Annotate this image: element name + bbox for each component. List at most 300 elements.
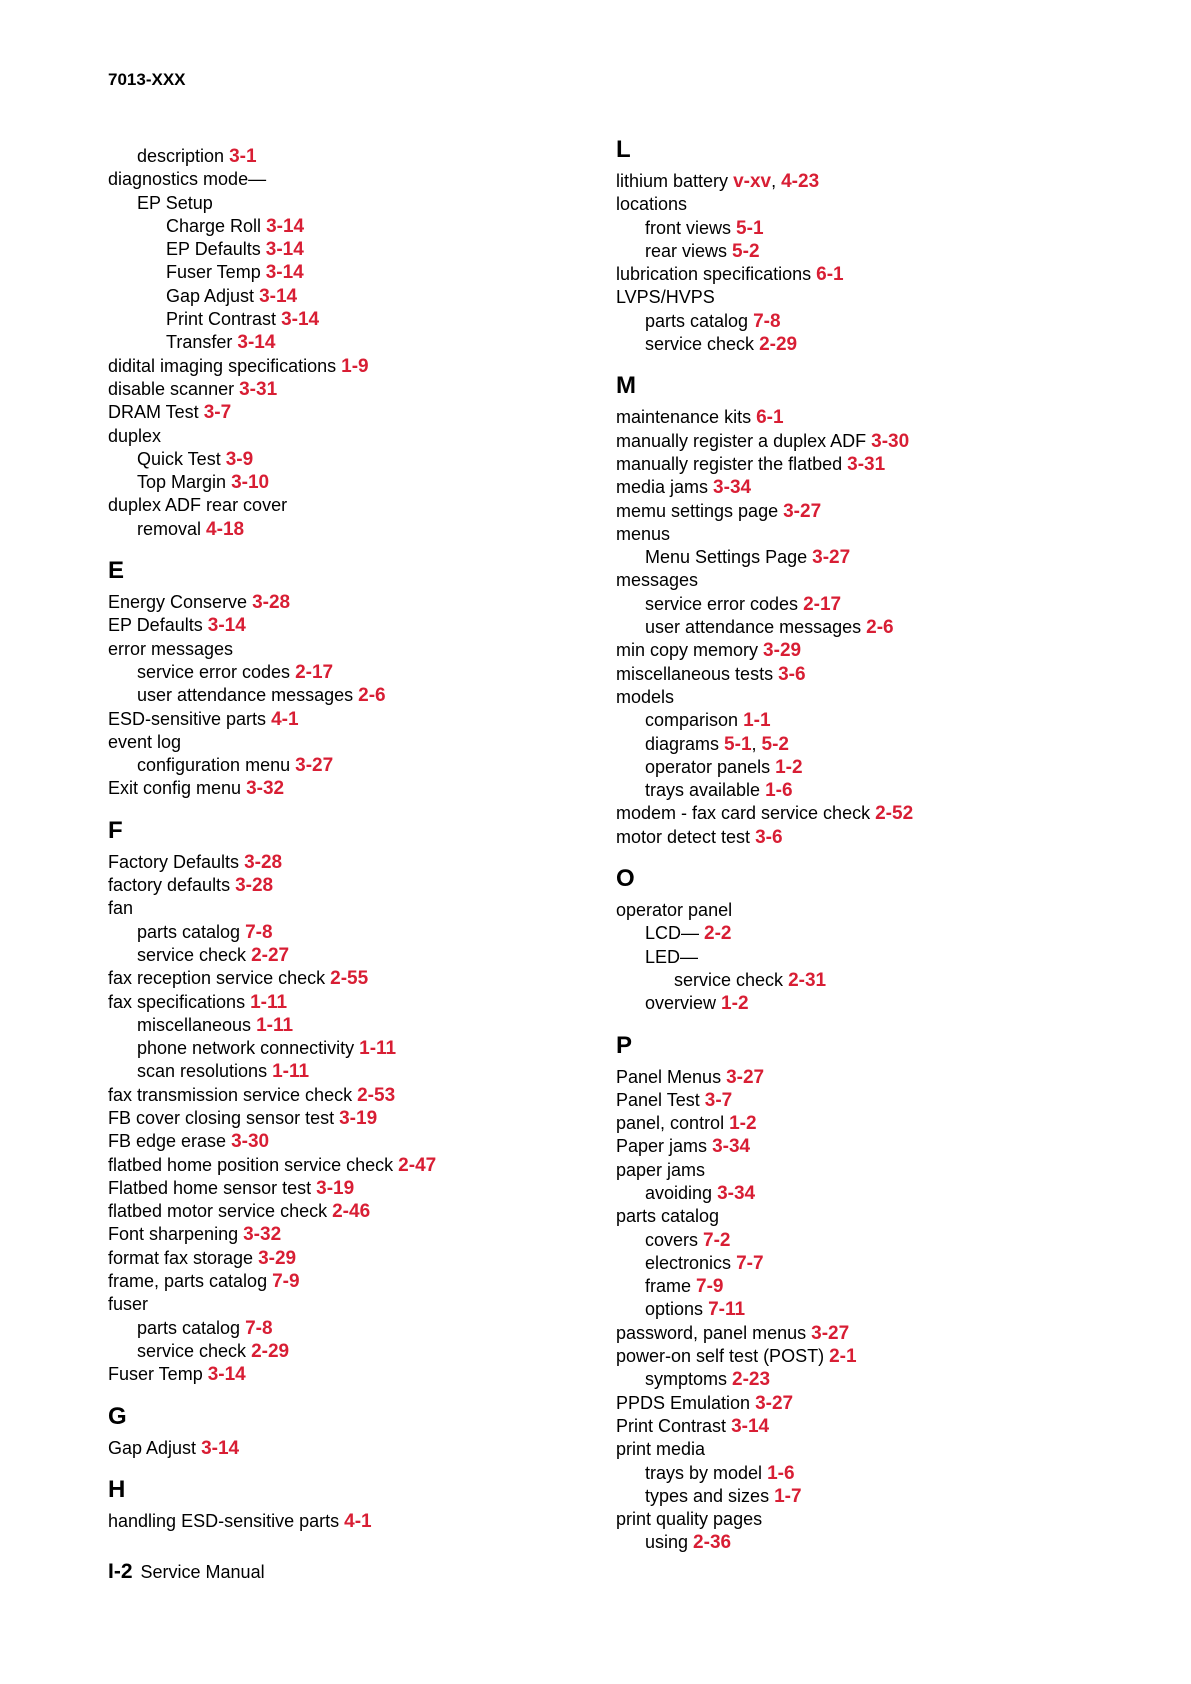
index-entry — [108, 614, 628, 637]
index-entry — [108, 215, 628, 238]
index-term: configuration menu — [137, 755, 291, 776]
page-reference-link[interactable]: 3-14 — [201, 1437, 240, 1459]
index-term: print quality pages — [616, 1509, 763, 1530]
index-entry — [616, 1368, 1136, 1391]
index-term: password, panel menus — [616, 1322, 807, 1343]
page-reference-link[interactable]: 3-29 — [258, 1247, 297, 1269]
page-reference-link[interactable]: 3-27 — [811, 1322, 850, 1344]
page-reference-link[interactable]: 3-27 — [783, 500, 822, 522]
index-term: overview — [645, 993, 717, 1014]
index-entry — [108, 1154, 628, 1177]
index-entry — [616, 569, 1136, 592]
page-reference-link[interactable]: v-xv — [733, 171, 772, 192]
index-entry — [616, 946, 1136, 969]
index-entry — [616, 969, 1136, 992]
index-entry — [108, 1437, 628, 1460]
page-reference-link[interactable]: 2-17 — [295, 661, 334, 683]
index-term: fax transmission service check — [108, 1084, 353, 1105]
index-term: service check — [137, 944, 247, 965]
index-entry — [108, 1317, 628, 1340]
page-reference-link[interactable]: 7-9 — [696, 1276, 724, 1298]
page-reference-link[interactable]: 3-31 — [239, 378, 278, 400]
index-entry — [616, 430, 1136, 453]
index-entry — [108, 1084, 628, 1107]
index-entry — [108, 1247, 628, 1270]
index-term: operator panels — [645, 756, 771, 777]
page-reference-link[interactable]: 3-6 — [755, 826, 783, 848]
index-term: user attendance messages — [645, 617, 862, 638]
index-entry — [108, 1223, 628, 1246]
page-reference-link[interactable]: 2-27 — [251, 944, 290, 966]
page-reference-link[interactable]: 1-6 — [767, 1462, 795, 1484]
index-entry — [616, 406, 1136, 429]
index-entry — [616, 1066, 1136, 1089]
index-term: Energy Conserve — [108, 592, 248, 613]
index-term: service check — [645, 334, 755, 355]
section-letter: G — [108, 1402, 127, 1430]
page-reference-link[interactable]: 1-2 — [729, 1113, 757, 1135]
index-entry — [616, 1275, 1136, 1298]
page-reference-link[interactable]: 4-18 — [206, 518, 245, 540]
index-term: messages — [616, 570, 699, 591]
page-reference-link[interactable]: 3-7 — [704, 1089, 733, 1111]
index-term: Paper jams — [616, 1136, 708, 1157]
page-reference-link[interactable]: 3-14 — [266, 215, 305, 237]
index-term: Fuser Temp — [166, 262, 261, 283]
index-entry — [108, 378, 628, 401]
index-entry — [616, 756, 1136, 779]
index-entry — [616, 1531, 1136, 1554]
index-term: LCD— — [645, 923, 700, 944]
page-reference-link[interactable]: 1-11 — [250, 991, 288, 1013]
index-term: disable scanner — [108, 378, 235, 399]
index-entry — [108, 684, 628, 707]
index-entry — [108, 308, 628, 331]
index-entry — [108, 991, 628, 1014]
index-term: factory defaults — [108, 875, 231, 896]
index-entry — [108, 638, 628, 661]
manual-title: Service Manual — [140, 1562, 265, 1582]
index-term: Print Contrast — [166, 309, 277, 330]
index-entry — [616, 523, 1136, 546]
page-reference-link[interactable]: 2-2 — [704, 923, 732, 945]
index-entry — [616, 333, 1136, 356]
index-entry — [616, 1322, 1136, 1345]
page-reference-link[interactable]: 3-28 — [252, 592, 291, 614]
index-term: menus — [616, 523, 671, 544]
index-entry — [616, 1089, 1136, 1112]
index-entry — [616, 1485, 1136, 1508]
page-reference-link[interactable]: 7-11 — [708, 1299, 746, 1321]
page-reference-link[interactable]: 2-52 — [875, 803, 914, 825]
index-entry — [108, 1130, 628, 1153]
index-entry — [616, 1182, 1136, 1205]
page-reference-link[interactable]: 2-17 — [803, 593, 842, 615]
index-term: parts catalog — [137, 1317, 241, 1338]
index-entry — [616, 686, 1136, 709]
page-reference-link[interactable]: 4-1 — [271, 708, 299, 730]
index-term: using — [645, 1532, 689, 1553]
index-term: lubrication specifications — [616, 264, 812, 285]
index-term: Panel Test — [616, 1089, 700, 1110]
index-entry — [616, 500, 1136, 523]
index-term: comparison — [645, 710, 739, 731]
index-term: user attendance messages — [137, 685, 354, 706]
index-term: handling ESD-sensitive parts — [108, 1510, 340, 1531]
index-term: manually register the flatbed — [616, 453, 843, 474]
index-term: memu settings page — [616, 500, 779, 521]
index-entry — [616, 453, 1136, 476]
index-entry — [108, 238, 628, 261]
index-term: covers — [645, 1229, 699, 1250]
index-term: Menu Settings Page — [645, 547, 808, 568]
index-term: fax specifications — [108, 991, 246, 1012]
page-reference-link[interactable]: 2-36 — [693, 1532, 732, 1554]
index-term: electronics — [645, 1252, 732, 1273]
page-reference-link[interactable]: 6-1 — [756, 407, 784, 429]
index-term: min copy memory — [616, 640, 759, 661]
index-term: EP Defaults — [108, 615, 203, 636]
index-term: trays available — [645, 780, 761, 801]
index-entry — [108, 425, 628, 448]
index-term: frame, parts catalog — [108, 1271, 268, 1292]
index-entry — [108, 661, 628, 684]
index-term: rear views — [645, 240, 728, 261]
index-entry — [616, 1112, 1136, 1135]
index-entry — [616, 1135, 1136, 1158]
page-reference-link[interactable]: 3-6 — [778, 663, 806, 685]
index-term: options — [645, 1299, 704, 1320]
page-reference-link[interactable]: 1-2 — [721, 993, 749, 1015]
index-entry — [616, 1345, 1136, 1368]
page-reference-link[interactable]: 3-31 — [847, 453, 886, 475]
page-reference-link[interactable]: 3-14 — [207, 615, 246, 637]
page-reference-link[interactable]: 3-34 — [712, 1136, 751, 1158]
index-entry — [616, 779, 1136, 802]
index-entry — [616, 217, 1136, 240]
page-reference-link[interactable]: 3-14 — [259, 285, 298, 307]
page-reference-link[interactable]: 7-2 — [703, 1229, 731, 1251]
index-term: service error codes — [137, 661, 291, 682]
index-entry — [616, 1159, 1136, 1182]
index-term: media jams — [616, 477, 709, 498]
index-term: ESD-sensitive parts — [108, 708, 267, 729]
index-entry — [108, 1014, 628, 1037]
index-term: trays by model — [645, 1462, 763, 1483]
index-term: types and sizes — [645, 1485, 770, 1506]
page-reference-link[interactable]: 6-1 — [816, 264, 844, 286]
index-entry — [108, 518, 628, 541]
page-reference-link[interactable]: 3-9 — [225, 448, 254, 470]
index-term: Flatbed home sensor test — [108, 1177, 312, 1198]
page-reference-link[interactable]: 3-27 — [726, 1066, 765, 1088]
page-reference-link[interactable]: 3-19 — [339, 1107, 378, 1129]
index-term: Fuser Temp — [108, 1364, 203, 1385]
index-entry — [108, 355, 628, 378]
index-column-right — [616, 136, 1136, 1555]
index-term: EP Defaults — [166, 239, 261, 260]
page-reference-link[interactable]: 3-30 — [871, 430, 910, 452]
index-entry — [616, 709, 1136, 732]
page-reference-link[interactable]: 3-32 — [243, 1224, 282, 1246]
page-reference-link[interactable]: 2-53 — [357, 1084, 396, 1106]
index-term: print media — [616, 1439, 706, 1460]
page-reference-link[interactable]: 3-7 — [203, 402, 232, 424]
page-reference-link[interactable]: 3-14 — [265, 262, 304, 284]
section-letter: E — [108, 557, 125, 585]
index-entry — [616, 310, 1136, 333]
index-entry — [108, 494, 628, 517]
index-entry — [108, 145, 628, 168]
index-entry: diagrams 5-1, 5-2 — [645, 733, 789, 755]
index-term: locations — [616, 194, 688, 215]
index-entry — [108, 967, 628, 990]
index-term: description — [137, 146, 225, 166]
index-entry — [108, 1060, 628, 1083]
page-reference-link[interactable]: 1-11 — [256, 1014, 294, 1036]
index-term: fan — [108, 898, 134, 919]
index-term: miscellaneous — [137, 1014, 252, 1035]
index-entry — [616, 546, 1136, 569]
section-letter: F — [108, 816, 123, 844]
index-term: error messages — [108, 638, 234, 659]
index-entry — [108, 874, 628, 897]
page-reference-link[interactable]: 3-34 — [713, 477, 752, 499]
index-entry — [616, 240, 1136, 263]
page-reference-link[interactable]: 5-2 — [732, 240, 760, 262]
index-term: scan resolutions — [137, 1061, 268, 1082]
page-reference-link[interactable]: 3-27 — [295, 755, 334, 777]
index-entry — [108, 851, 628, 874]
index-term: Gap Adjust — [108, 1437, 197, 1458]
index-term: Panel Menus — [616, 1066, 722, 1087]
index-entry — [616, 1438, 1136, 1461]
index-entry — [108, 285, 628, 308]
index-term: EP Setup — [137, 192, 213, 213]
page-reference-link[interactable]: 1-6 — [765, 780, 793, 802]
section-letter: H — [108, 1475, 126, 1503]
index-entry — [108, 1177, 628, 1200]
page-reference-link[interactable]: 3-32 — [246, 778, 285, 800]
index-entry — [108, 168, 628, 191]
page-reference-link[interactable]: 3-34 — [717, 1182, 756, 1204]
index-column-left — [108, 145, 628, 1533]
index-term: parts catalog — [645, 310, 749, 331]
page-reference-link[interactable]: 2-6 — [866, 617, 894, 639]
index-entry — [616, 663, 1136, 686]
index-entry — [616, 1508, 1136, 1531]
index-entry — [108, 1363, 628, 1386]
index-term: manually register a duplex ADF — [616, 430, 867, 451]
page-footer — [108, 1560, 265, 1584]
index-entry — [108, 448, 628, 471]
index-entry — [616, 286, 1136, 309]
index-entry — [616, 1229, 1136, 1252]
index-term: diagnostics mode— — [108, 169, 267, 190]
page-reference-link[interactable]: 5-2 — [761, 733, 789, 755]
index-term: symptoms — [645, 1369, 728, 1390]
index-entry — [108, 897, 628, 920]
page-reference-link[interactable]: 4-23 — [781, 171, 820, 192]
page-reference-link[interactable]: 1-11 — [272, 1061, 310, 1083]
index-term: format fax storage — [108, 1247, 254, 1268]
index-entry — [616, 1252, 1136, 1275]
index-term: motor detect test — [616, 826, 751, 847]
index-term: Gap Adjust — [166, 285, 255, 306]
page-reference-link[interactable]: 3-1 — [229, 146, 257, 167]
index-term: Quick Test — [137, 448, 221, 469]
index-term: phone network connectivity — [137, 1038, 355, 1059]
index-term: front views — [645, 217, 732, 238]
page-reference-link[interactable]: 3-14 — [265, 239, 304, 261]
page-reference-link[interactable]: 4-1 — [344, 1510, 372, 1532]
page-reference-link[interactable]: 2-6 — [358, 685, 386, 707]
page-reference-link[interactable]: 3-28 — [244, 851, 283, 873]
index-term: removal — [137, 518, 202, 539]
index-entry — [616, 639, 1136, 662]
index-term: operator panel — [616, 900, 733, 921]
index-entry — [616, 1415, 1136, 1438]
index-entry — [108, 1510, 628, 1533]
index-term: duplex ADF rear cover — [108, 495, 288, 516]
index-term: models — [616, 686, 675, 707]
index-term: power-on self test (POST) — [616, 1346, 825, 1367]
page-reference-link[interactable]: 3-14 — [207, 1364, 246, 1386]
index-entry — [616, 1205, 1136, 1228]
index-term: miscellaneous tests — [616, 663, 774, 684]
page-reference-link[interactable]: 3-19 — [316, 1177, 355, 1199]
page-reference-link[interactable]: 3-14 — [731, 1415, 770, 1437]
index-entry — [108, 192, 628, 215]
page-reference-link[interactable]: 1-11 — [359, 1038, 397, 1060]
page-reference-link[interactable]: 2-47 — [398, 1154, 437, 1176]
index-term: paper jams — [616, 1159, 706, 1180]
index-term: FB edge erase — [108, 1131, 227, 1152]
index-entry — [616, 922, 1136, 945]
index-term: didital imaging specifications — [108, 355, 337, 376]
index-entry — [616, 1298, 1136, 1321]
index-entry — [616, 476, 1136, 499]
page-reference-link[interactable]: 3-27 — [812, 547, 851, 569]
page-reference-link[interactable]: 2-29 — [759, 334, 798, 356]
index-term: fax reception service check — [108, 968, 326, 989]
index-entry — [108, 731, 628, 754]
page-reference-link[interactable]: 3-30 — [231, 1131, 270, 1153]
index-term: Exit config menu — [108, 778, 242, 799]
index-entry — [108, 401, 628, 424]
index-term: parts catalog — [137, 921, 241, 942]
index-term: flatbed home position service check — [108, 1154, 394, 1175]
page-reference-link[interactable]: 1-2 — [775, 756, 803, 778]
index-term: FB cover closing sensor test — [108, 1107, 335, 1128]
index-entry — [108, 777, 628, 800]
index-term: parts catalog — [616, 1206, 720, 1227]
index-entry — [108, 754, 628, 777]
index-term: Transfer — [166, 332, 233, 353]
index-entry — [616, 1392, 1136, 1415]
index-entry — [108, 1293, 628, 1316]
index-entry — [108, 261, 628, 284]
page-reference-link[interactable]: 3-29 — [763, 640, 802, 662]
page-reference-link[interactable]: 2-31 — [788, 969, 827, 991]
page-header: 7013-XXX — [108, 70, 186, 89]
index-entry — [108, 1107, 628, 1130]
index-entry: lithium battery v-xv, 4-23 — [616, 171, 820, 192]
index-entry — [108, 331, 628, 354]
page-reference-link[interactable]: 3-14 — [281, 309, 320, 331]
index-entry — [616, 593, 1136, 616]
page-reference-link[interactable]: 2-23 — [732, 1369, 771, 1391]
index-term: frame — [645, 1276, 692, 1297]
page-reference-link[interactable]: 2-29 — [251, 1340, 290, 1362]
index-term: panel, control — [616, 1113, 725, 1134]
page-reference-link[interactable]: 2-55 — [330, 968, 369, 990]
index-entry — [616, 193, 1136, 216]
index-term: Factory Defaults — [108, 851, 240, 872]
page-reference-link[interactable]: 5-1 — [736, 217, 764, 239]
page-reference-link[interactable]: 3-28 — [235, 875, 274, 897]
page-reference-link[interactable]: 3-10 — [231, 472, 270, 494]
index-term: LVPS/HVPS — [616, 287, 715, 308]
index-term: service error codes — [645, 593, 799, 614]
index-term: lithium battery — [616, 171, 729, 191]
section-letter: M — [616, 372, 636, 400]
page-reference-link[interactable]: 7-8 — [753, 310, 781, 332]
index-term: event log — [108, 731, 182, 752]
index-term: PPDS Emulation — [616, 1392, 751, 1413]
index-term: fuser — [108, 1294, 149, 1315]
index-entry — [108, 591, 628, 614]
page-reference-link[interactable]: 1-1 — [743, 710, 771, 732]
page-reference-link[interactable]: 3-27 — [755, 1392, 794, 1414]
index-entry — [108, 1037, 628, 1060]
index-entry — [108, 921, 628, 944]
index-term: DRAM Test — [108, 402, 199, 423]
page-reference-link[interactable]: 1-9 — [341, 355, 369, 377]
page-reference-link[interactable]: 2-1 — [829, 1346, 857, 1368]
page-reference-link[interactable]: 7-8 — [245, 1317, 273, 1339]
index-entry — [108, 1200, 628, 1223]
index-term: modem - fax card service check — [616, 803, 871, 824]
index-term: service check — [137, 1340, 247, 1361]
index-term: Font sharpening — [108, 1224, 239, 1245]
index-entry — [108, 471, 628, 494]
index-term: Top Margin — [137, 472, 227, 493]
page-reference-link[interactable]: 7-7 — [736, 1252, 764, 1274]
page-reference-link[interactable]: 3-14 — [237, 332, 276, 354]
index-entry — [616, 1462, 1136, 1485]
index-entry — [616, 616, 1136, 639]
index-term: avoiding — [645, 1182, 713, 1203]
page-reference-link[interactable]: 7-8 — [245, 921, 273, 943]
index-entry — [616, 802, 1136, 825]
index-entry — [108, 708, 628, 731]
index-term: diagrams — [645, 733, 720, 754]
index-entry — [616, 992, 1136, 1015]
page-reference-link[interactable]: 2-46 — [332, 1201, 371, 1223]
index-entry — [108, 1270, 628, 1293]
index-entry — [616, 899, 1136, 922]
page-reference-link[interactable]: 5-1 — [724, 733, 752, 755]
index-term: service check — [674, 969, 784, 990]
section-letter: O — [616, 865, 635, 893]
index-term: LED— — [645, 946, 699, 967]
index-term: Charge Roll — [166, 215, 262, 236]
page-number: I-2 — [108, 1560, 133, 1583]
index-term: maintenance kits — [616, 407, 752, 428]
page-reference-link[interactable]: 7-9 — [272, 1271, 300, 1293]
page-reference-link[interactable]: 1-7 — [774, 1485, 802, 1507]
